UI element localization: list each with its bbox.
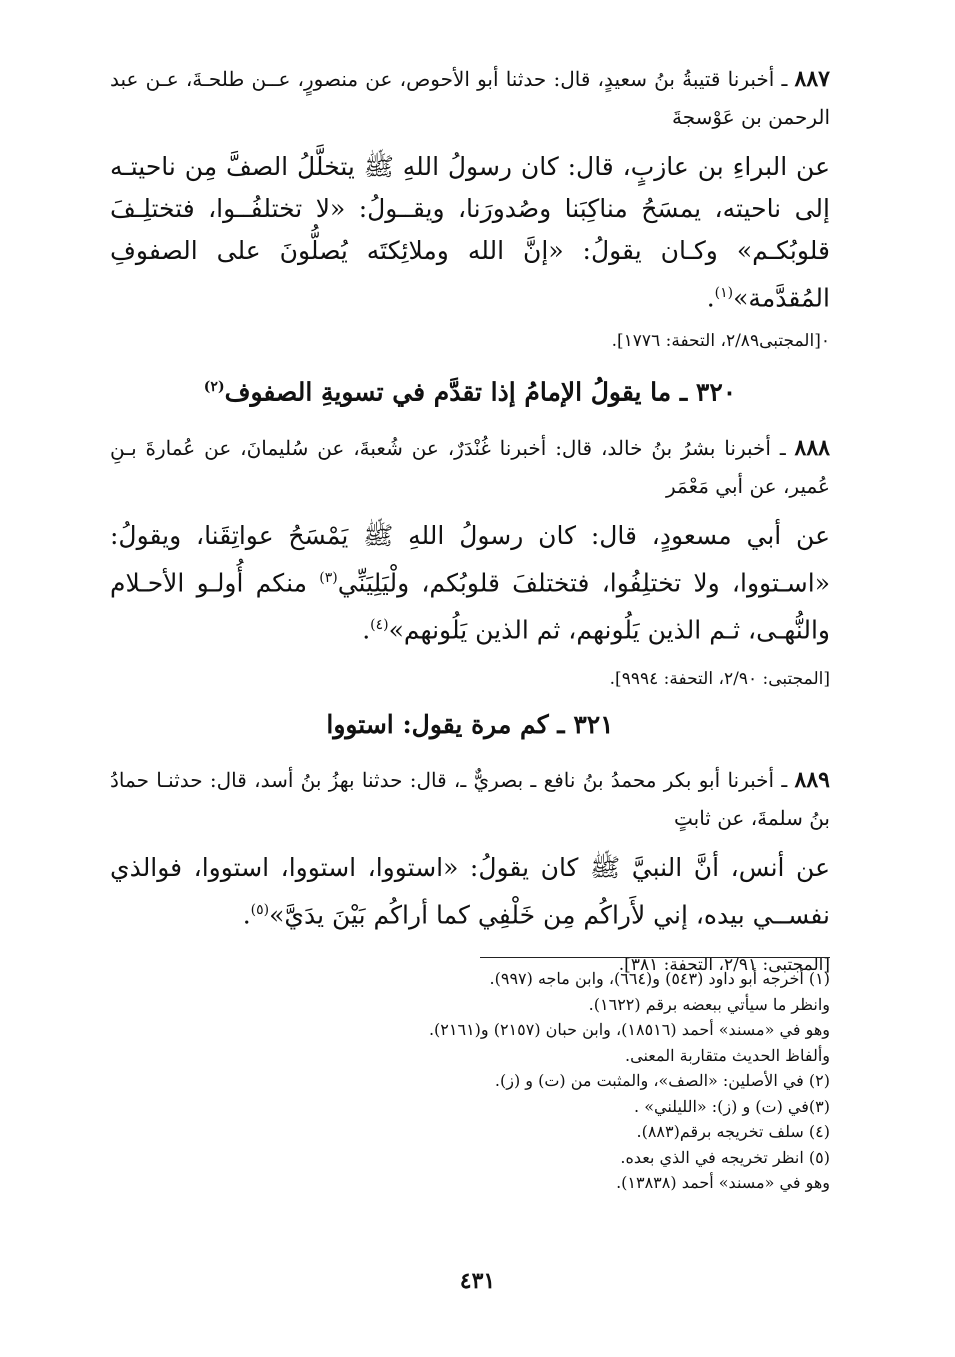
hadith-number: ٨٨٧ xyxy=(794,66,830,92)
footnote-line: وألفاظ الحديث متقاربة المعنى. xyxy=(625,1045,830,1065)
isnad-text: أخبرنا قتيبةُ بنُ سعيدٍ، قال: حدثنا أبو الأحوص، عن منصورٍ، عــن طلحـةَ، عـن عبد الرحمن بن عَوْسجةَ xyxy=(110,67,830,129)
matn-text: منكم أُولـو الأحـلام والنُّهـى، ثـم الذين يَلُونهم، ثم الذين يَلُونهم» xyxy=(110,567,830,645)
footnote-line: وهو في «مسند» أحمد (١٨٥١٦)، وابن حبان (٢١٥٧) و(٢١٦١). xyxy=(428,1020,830,1039)
hadith-number: ٨٨٩ xyxy=(794,767,830,794)
footnote-line: (٣)في (ت) و (ز): «الليلني» . xyxy=(634,1096,830,1116)
footnote-marker: (١) xyxy=(714,285,734,301)
chapter-321-heading xyxy=(110,705,830,745)
chapter-title: ٣٢٠ ـ ما يقولُ الإمامُ إذا تقدَّم في تسويةِ الصفوف xyxy=(224,377,737,407)
hadith-888-isnad: ٨٨٨ ـ أخبرنا بشرُ بنُ خالد، قال: أخبرنا غُنْدَرٌ، عن شُعبةَ، عن سُليمانَ، عن عُمارةَ بـنِ عُمير، عن أبي مَعْمَر xyxy=(110,434,830,498)
page-number: ٤٣١ xyxy=(459,1268,496,1294)
footnote-marker: (٥) xyxy=(250,902,270,919)
isnad-text: أخبرنا أبو بكر محمدُ بنُ نافع ـ بصريٌّ ـ، قال: حدثنا بهزُ بنُ أسد، قال: حدثنـا حمادُ بنُ سلمةَ، عن ثابتٍ xyxy=(110,768,830,831)
matn-text: عن أنس، أنَّ النبيَّ ﷺ كان يقولُ: «استووا، استووا، استووا، فوالذي نفســي بيده، إني لأَراكُم مِن خَلْفِي كما أراكُم بَيْنَ يدَيَّ» xyxy=(110,853,830,930)
footnote-line: (٢) في الأصلين: «الصف»، والمثبت من (ت) و (ز). xyxy=(494,1071,830,1090)
hadith-888-reference: [المجتبى: ٢/٩٠، التحفة: ٩٩٩٤]. xyxy=(609,669,830,690)
page-body xyxy=(110,60,830,991)
footnote-line: (١) أخرجه أبو داود (٥٤٣) و(٦٦٤)، وابن ماجه (٩٩٧). xyxy=(489,969,830,988)
footnote-line: (٥) انظر تخريجه في الذي بعده. xyxy=(620,1147,830,1167)
hadith-888-matn: عن أبي مسعودٍ، قال: كان رسولُ اللهِ ﷺ يَمْسَحُ عواتِقَنا، ويقولُ: «اسـتووا، ولا تختلِفُوا، فتختلفَ قلوبُكم، ولْيَلِيَنِّي$^{(٣)}$ منكم أُولـو الأحـلام والنُّهـى، ثـم الذين يَلُونهم، ثم الذين يَلُونهم»$^{(٤)}$. xyxy=(110,520,830,645)
hadith-887-reference: ٠[المجتبى٢/٨٩، التحفة: ١٧٧٦]. xyxy=(611,331,830,352)
footnote-line: (٤) سلف تخريجه برقم(٨٨٣). xyxy=(636,1122,830,1141)
hadith-889-matn: عن أنس، أنَّ النبيَّ ﷺ كان يقولُ: «استووا، استووا، استووا، فوالذي نفســي بيده، إني لأَراكُم مِن خَلْفِي كما أراكُم بَيْنَ يدَيَّ»$^{(٥)}$. xyxy=(110,853,830,930)
hadith-number: ٨٨٨ xyxy=(794,434,830,461)
matn-text: عن أبي مسعودٍ، قال: كان رسولُ اللهِ ﷺ يَمْسَحُ عواتِقَنا، ويقولُ: «اسـتووا، ولا تختلِفُوا، فتختلفَ قلوبُكم، ولْيَلِيَنِّي xyxy=(110,520,830,597)
hadith-889-reference: [المجتبى: ٢/٩١، التحفة: ٣٨١]. xyxy=(618,954,830,975)
footnote-marker: (٤) xyxy=(370,616,389,633)
footnote-line: وانظر ما سيأتي ببعضه برقم (١٦٢٢). xyxy=(588,994,830,1014)
matn-text: عن البراءِ بن عازبٍ، قال: كان رسولُ اللهِ ﷺ يتخلَّلُ الصفَّ مِن ناحيتـه إلى ناحيته، يمسَحُ مناكِبَنا وصُدورَنا، ويقــولُ: «لا تختلفُــوا، فتختلِـفَ قلوبُكـم» وكـان يقولُ: «إنَّ الله وملائِكتَه يُصلُّونَ على الصفوفِ المُقدَّمة» xyxy=(110,152,830,313)
footnote-marker: (٢) xyxy=(203,379,225,396)
chapter-title: ٣٢١ ـ كم مرة يقول: استووا xyxy=(326,710,614,740)
footnote-marker: (٣) xyxy=(319,569,338,586)
chapter-320-heading xyxy=(110,367,830,412)
isnad-text: أخبرنا بشرُ بنُ خالد، قال: أخبرنا غُنْدَرٌ، عن شُعبةَ، عن سُليمانَ، عن عُمارةَ بـنِ عُمير، عن أبي مَعْمَر xyxy=(110,435,830,498)
footnote-separator xyxy=(480,957,830,958)
hadith-889-isnad: ٨٨٩ ـ أخبرنا أبو بكر محمدُ بنُ نافع ـ بصريٌّ ـ، قال: حدثنا بهزُ بنُ أسد، قال: حدثنـا حمادُ بنُ سلمةَ، عن ثابتٍ xyxy=(110,767,830,831)
footnotes xyxy=(310,966,830,1196)
hadith-887-isnad: ٨٨٧ ـ أخبرنا قتيبةُ بنُ سعيدٍ، قال: حدثنا أبو الأحوص، عن منصورٍ، عــن طلحـةَ، عـن عبد الرحمن بن عَوْسجةَ xyxy=(110,66,830,129)
hadith-887-matn: عن البراءِ بن عازبٍ، قال: كان رسولُ اللهِ ﷺ يتخلَّلُ الصفَّ مِن ناحيتـه إلى ناحيته، يمسَحُ مناكِبَنا وصُدورَنا، ويقــولُ: «لا تختلفُــوا، فتختلِـفَ قلوبُكـم» وكـان يقولُ: «إنَّ الله وملائِكتَه يُصلُّونَ على الصفوفِ المُقدَّمة»$^{(١)}$. xyxy=(110,152,830,313)
footnote-line: وهو في «مسند» أحمد (١٣٨٣٨). xyxy=(616,1173,830,1192)
